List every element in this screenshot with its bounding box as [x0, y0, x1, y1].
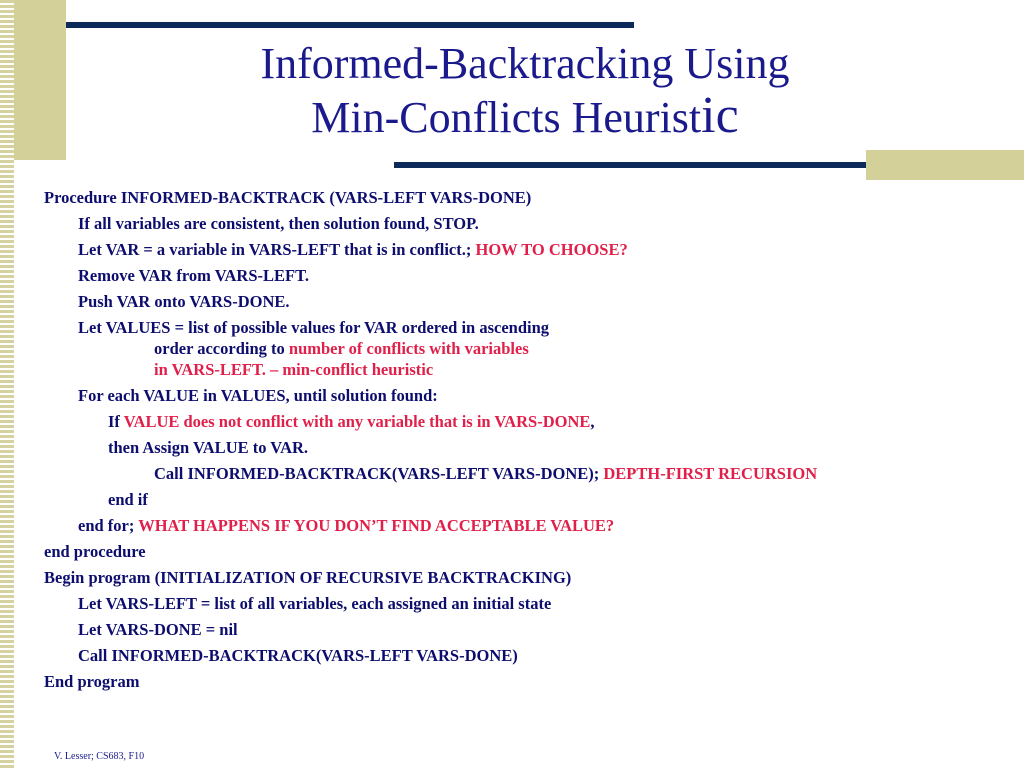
- code-line: If all variables are consistent, then solution found, STOP.: [78, 214, 479, 233]
- code-line: Let VARS-DONE = nil: [78, 620, 238, 639]
- code-line: For each VALUE in VALUES, until solution found:: [78, 386, 438, 405]
- code-line: Procedure INFORMED-BACKTRACK (VARS-LEFT VARS-DONE): [44, 188, 532, 207]
- left-striped-border: [0, 0, 14, 768]
- code-line: Let VALUES = list of possible values for VAR ordered in ascending: [78, 318, 550, 337]
- olive-accent-block-top: [14, 0, 66, 160]
- code-line: [44, 463, 1004, 484]
- code-line: [44, 338, 1004, 359]
- title-line-2-tail: ic: [701, 87, 739, 144]
- code-text: Call INFORMED-BACKTRACK(VARS-LEFT VARS-DONE);: [154, 464, 604, 483]
- code-text: ,: [590, 412, 595, 431]
- code-line: then Assign VALUE to VAR.: [108, 438, 309, 457]
- highlight-text: WHAT HAPPENS IF YOU DON’T FIND ACCEPTABLE VALUE?: [138, 516, 615, 535]
- code-line: End program: [44, 672, 140, 691]
- code-text: end for;: [78, 516, 139, 535]
- code-text: If: [108, 412, 124, 431]
- code-text: order according to: [154, 339, 289, 358]
- code-line: end procedure: [44, 542, 146, 561]
- code-text: Let VAR = a variable in VARS-LEFT that is in conflict.;: [78, 240, 476, 259]
- code-line: Begin program (INITIALIZATION OF RECURSIVE BACKTRACKING): [44, 568, 572, 587]
- title-line-2-text: Min-Conflicts Heurist: [311, 93, 702, 142]
- navy-rule-top: [66, 22, 634, 28]
- code-line: [44, 239, 1004, 260]
- code-line: Push VAR onto VARS-DONE.: [78, 292, 290, 311]
- code-line: Call INFORMED-BACKTRACK(VARS-LEFT VARS-DONE): [78, 646, 518, 665]
- code-line: Remove VAR from VARS-LEFT.: [78, 266, 310, 285]
- code-line: Let VARS-LEFT = list of all variables, each assigned an initial state: [78, 594, 552, 613]
- highlight-text: VALUE does not conflict with any variable that is in VARS-DONE: [123, 412, 591, 431]
- code-line: [44, 515, 1004, 536]
- code-line: [44, 411, 1004, 432]
- code-line: end if: [108, 490, 148, 509]
- olive-accent-block-right: [866, 150, 1024, 180]
- highlight-line: in VARS-LEFT. – min-conflict heuristic: [154, 360, 434, 379]
- highlight-text: HOW TO CHOOSE?: [475, 240, 628, 259]
- highlight-text: number of conflicts with variables: [288, 339, 529, 358]
- slide-title: [150, 38, 900, 144]
- highlight-text: DEPTH-FIRST RECURSION: [603, 464, 818, 483]
- title-line-2: [150, 87, 900, 144]
- slide-footer: V. Lesser; CS683, F10: [54, 751, 145, 762]
- procedure-listing: [44, 187, 1004, 692]
- title-line-1: Informed-Backtracking Using: [260, 39, 790, 88]
